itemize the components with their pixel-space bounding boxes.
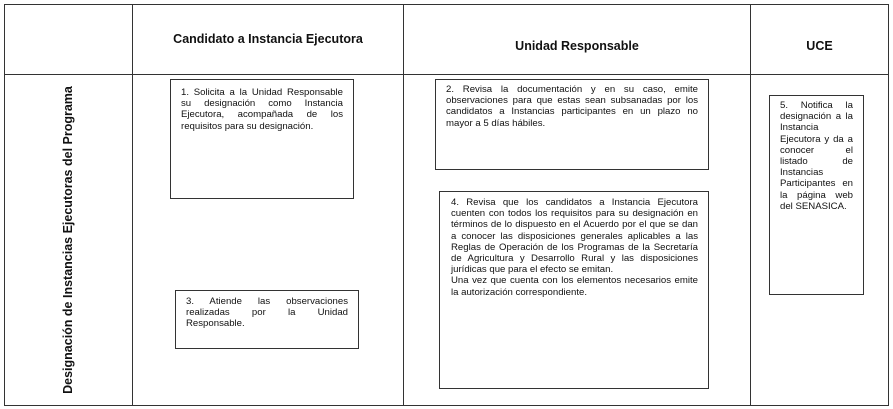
table-right-border xyxy=(888,4,889,406)
row-label-cell xyxy=(4,75,132,406)
step-1-box xyxy=(170,79,354,199)
step-4-text: 4. Revisa que los candidatos a Instancia Ejecutora cuenten con todos los requisitos para su designación en términos de lo dispuesto en el Acuerdo por el que se dan a conocer las disposiciones generales aplicables a las Reglas de Operación de los Programas de la Secretaría de Agricultura y Desarrollo Rural y las disposiciones jurídicas que para el efecto se emitan. Una vez que cuenta con los elementos necesarios emite la autorización correspondiente. xyxy=(451,197,698,298)
lane-divider-2 xyxy=(403,4,404,406)
column-header-uce: UCE xyxy=(806,39,833,53)
step-1-text: 1. Solicita a la Unidad Responsable su designación como Instancia Ejecutora, acompañada de los requisitos para su designación. xyxy=(181,87,343,132)
step-2-text: 2. Revisa la documentación y en su caso, emite observaciones para que estas sean subsanadas por los candidatos a Instancias participantes en un plazo no mayor a 5 días hábiles. xyxy=(446,84,698,129)
step-3-box xyxy=(175,290,359,349)
column-header-unidad-responsable: Unidad Responsable xyxy=(515,39,639,53)
table-top-border xyxy=(4,4,889,5)
step-5-box xyxy=(769,95,864,295)
step-4-box xyxy=(439,191,709,389)
lane-divider-1 xyxy=(132,4,133,406)
row-label: Designación de Instancias Ejecutoras del Programa xyxy=(61,86,75,394)
step-5-text: 5. Notifica la designación a la Instancia Ejecutora y da a conocer el listado de Instancias Participantes en la página web del SENASICA. xyxy=(780,100,853,212)
lane-divider-3 xyxy=(750,4,751,406)
table-bottom-border xyxy=(4,405,889,406)
column-header-candidato: Candidato a Instancia Ejecutora xyxy=(173,32,363,46)
step-3-text: 3. Atiende las observaciones realizadas por la Unidad Responsable. xyxy=(186,296,348,330)
header-divider xyxy=(4,74,889,75)
step-2-box xyxy=(435,79,709,170)
